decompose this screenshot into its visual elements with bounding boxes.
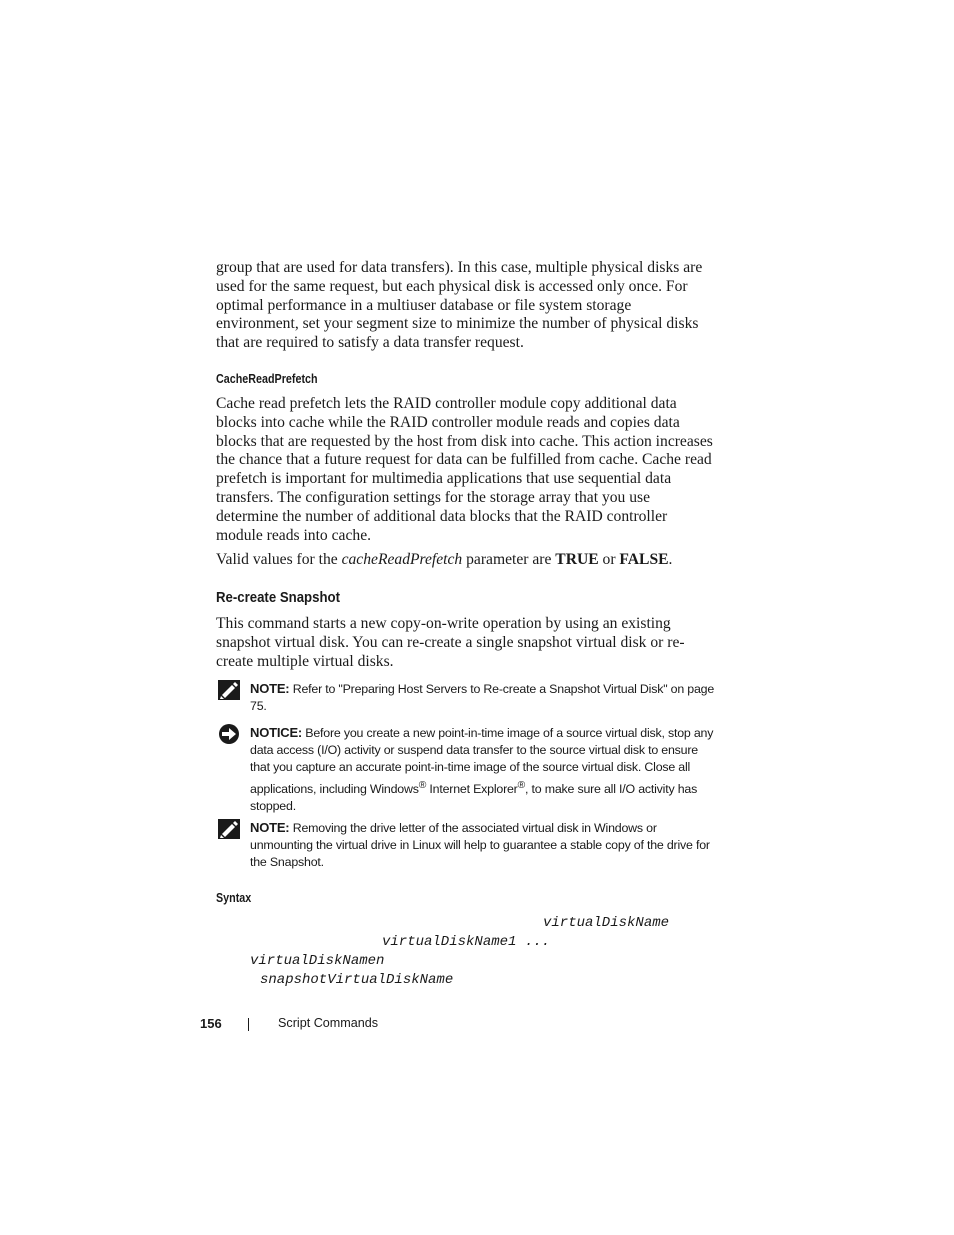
registered-mark-1: ® bbox=[418, 779, 427, 791]
syntax-line-2: virtualDiskName1 ... bbox=[382, 934, 551, 950]
cache-read-prefetch-body bbox=[216, 395, 716, 545]
valid-values-line bbox=[216, 551, 716, 570]
notice-callout bbox=[216, 724, 716, 815]
note-callout-2 bbox=[216, 819, 716, 872]
end-period: . bbox=[668, 551, 673, 568]
notice-body-a: Before you create a new point-in-time image of a source virtual disk, stop any data access (I/O) activity or suspend data transfer to the source virtual disk to ensure that you capture an accurate point-in-time image of the source virtual disk. Close all applications, including Windows bbox=[250, 726, 714, 796]
recreate-snapshot-heading: Re-create Snapshot bbox=[216, 589, 340, 606]
note-2-body: Removing the drive letter of the associated virtual disk in Windows or unmounting the virtual drive in Linux will help to guarantee a stable copy of the drive for the Snapshot. bbox=[250, 821, 710, 870]
param-name: cacheReadPrefetch bbox=[341, 551, 463, 568]
notice-body-b: Internet Explorer bbox=[426, 781, 518, 796]
page-number: 156 bbox=[200, 1016, 222, 1031]
syntax-line-3: virtualDiskNamen bbox=[250, 953, 385, 969]
syntax-line-4: snapshotVirtualDiskName bbox=[260, 972, 454, 988]
cache-read-prefetch-heading: CacheReadPrefetch bbox=[216, 372, 318, 386]
syntax-line-1: virtualDiskName bbox=[543, 915, 670, 931]
note-1-body: Refer to "Preparing Host Servers to Re-create a Snapshot Virtual Disk" on page 75. bbox=[250, 682, 715, 714]
footer-section-title: Script Commands bbox=[278, 1016, 379, 1030]
intro-text: group that are used for data transfers). In this case, multiple physical disks are used for the same request, but each physical disk is accessed only once. For optimal performance in a multiuser database or file system storage environment, set your segment size to minimize the number of physical disks that are required to satisfy a data transfer request. bbox=[216, 259, 703, 352]
pencil-note-icon bbox=[218, 680, 240, 700]
intro-paragraph bbox=[216, 259, 716, 353]
valid-prefix: Valid values for the bbox=[216, 551, 342, 568]
notice-arrow-icon bbox=[218, 724, 240, 744]
syntax-heading: Syntax bbox=[216, 891, 252, 905]
notice-body-c: , to make sure all I/O activity has stopped. bbox=[250, 781, 698, 813]
valid-middle: parameter are bbox=[462, 551, 556, 568]
value-true: TRUE bbox=[555, 551, 599, 568]
note-2-text bbox=[250, 819, 716, 872]
note-callout-1 bbox=[216, 680, 716, 715]
notice-label: NOTICE: bbox=[250, 725, 303, 740]
recreate-snapshot-body bbox=[216, 615, 716, 671]
notice-text bbox=[250, 724, 716, 815]
cache-body-text: Cache read prefetch lets the RAID controller module copy additional data blocks into cache while the RAID controller module reads and copies data blocks that are requested by the host from disk into cache. This action increases the chance that a future request for data can be fulfilled from cache. Cache read prefetch is important for multimedia applications that use sequential data transfers. The configuration settings for the storage array that you use determine the number of additional data blocks that the RAID controller module reads into cache. bbox=[216, 395, 713, 544]
value-false: FALSE bbox=[619, 551, 669, 568]
or-text: or bbox=[598, 551, 620, 568]
recreate-body-text: This command starts a new copy-on-write operation by using an existing snapshot virtual disk. You can re-create a single snapshot virtual disk or re-create multiple virtual disks. bbox=[216, 615, 685, 670]
note-2-label: NOTE: bbox=[250, 820, 290, 835]
registered-mark-2: ® bbox=[517, 779, 526, 791]
note-1-text bbox=[250, 680, 716, 715]
pencil-note-icon bbox=[218, 819, 240, 839]
footer-divider bbox=[248, 1018, 249, 1031]
note-1-label: NOTE: bbox=[250, 681, 290, 696]
